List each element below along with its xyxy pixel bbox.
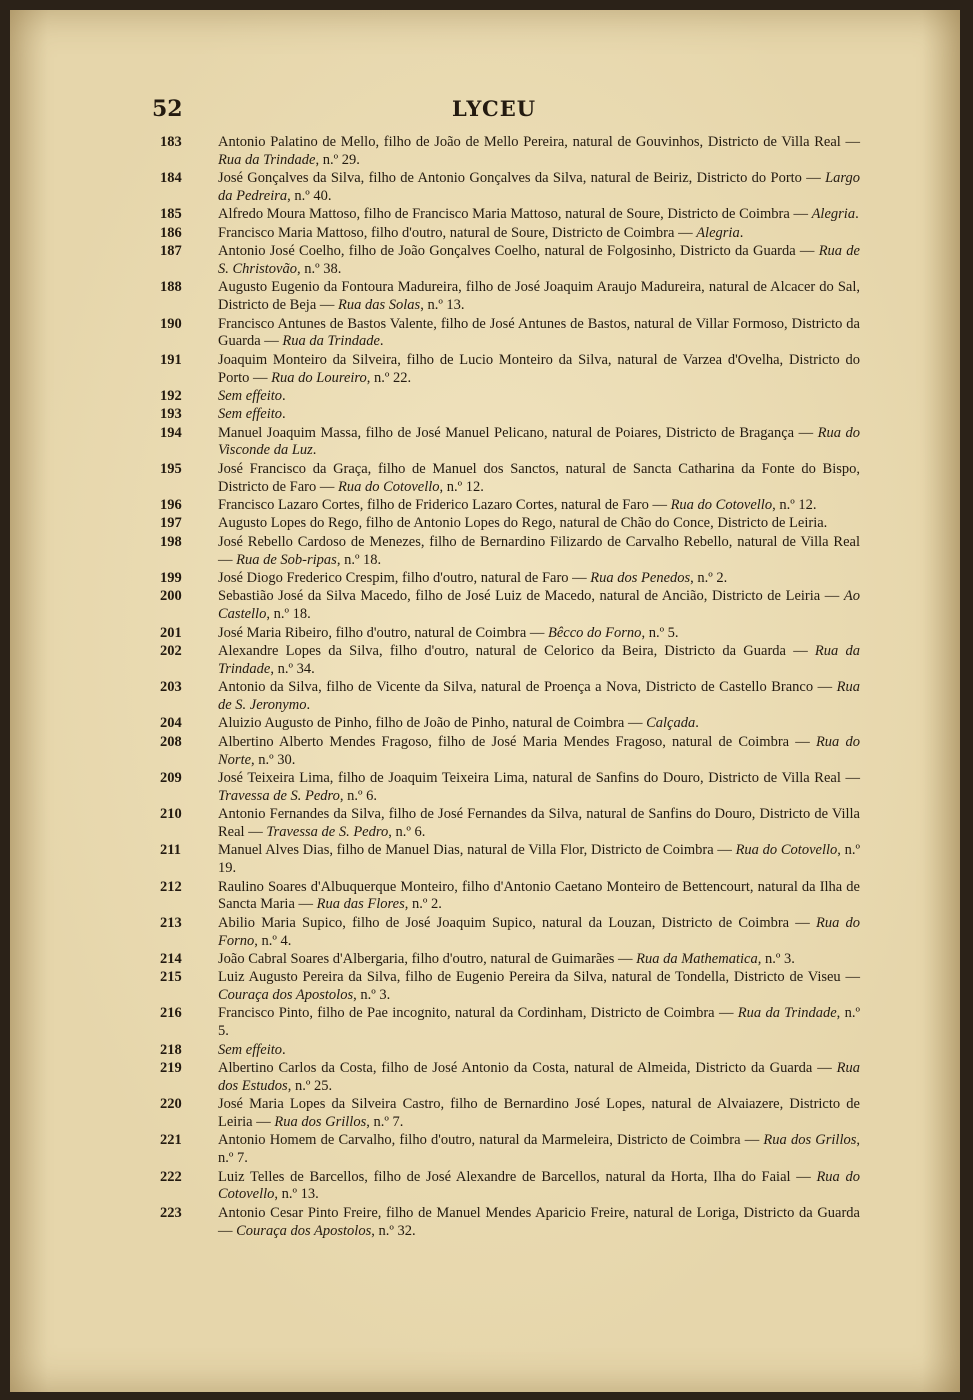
list-item (160, 770, 860, 806)
entry-suffix: , n.º 25. (287, 1077, 333, 1094)
list-item (160, 1042, 860, 1060)
list-item (160, 915, 860, 951)
entry-number: 219 (160, 1060, 182, 1077)
entry-text: José Gonçalves da Silva, filho de Antonio Gonçalves da Silva, natural de Beiriz, Districto do Porto — (218, 170, 826, 187)
list-item (160, 879, 860, 915)
entry-street: Rua da Trindade (218, 643, 860, 677)
entry-suffix: , n.º 32. (371, 1222, 416, 1239)
entry-text: Sebastião José da Silva Macedo, filho de José Luiz de Macedo, natural de Ancião, Districto de Leiria — (218, 588, 844, 605)
entry-number: 209 (160, 769, 182, 786)
list-item (160, 951, 860, 969)
entry-suffix: . (312, 442, 317, 459)
entry-number: 201 (160, 624, 182, 641)
list-item (160, 316, 860, 352)
entry-suffix: , n.º 13. (420, 297, 465, 314)
entry-suffix: , n.º 29. (315, 151, 360, 168)
entry-suffix: , n.º 2. (690, 570, 728, 587)
entry-street: Rua do Cotovello (735, 842, 838, 859)
entry-number: 196 (160, 497, 182, 514)
entry-suffix: , n.º 18. (266, 606, 311, 623)
entry-text: Francisco Lazaro Cortes, filho de Friderico Lazaro Cortes, natural de Faro — (218, 497, 671, 514)
entry-number: 195 (160, 460, 182, 477)
list-item (160, 279, 860, 315)
entry-number: 184 (160, 170, 182, 187)
list-item (160, 1096, 860, 1132)
entry-street: Rua do Cotovello (670, 497, 773, 514)
entry-number: 185 (160, 206, 182, 223)
entry-text: Manuel Joaquim Massa, filho de José Manuel Pelicano, natural de Poiares, Districto de Bragança — (218, 424, 818, 441)
entry-number: 186 (160, 224, 182, 241)
entry-street: Couraça dos Apostolos (218, 987, 354, 1004)
entry-suffix: , n.º 22. (366, 369, 412, 386)
entry-street: Rua do Forno (218, 914, 860, 949)
entry-suffix: , n.º 7. (218, 1132, 861, 1167)
entry-street: Couraça dos Apostolos (236, 1222, 372, 1239)
entry-street: Rua da Trindade (282, 333, 380, 350)
entry-suffix: , n.º 12. (772, 497, 817, 514)
list-item (160, 1005, 860, 1041)
entry-suffix: , n.º 19. (218, 842, 860, 877)
entry-number: 183 (160, 134, 182, 150)
entry-suffix: . (739, 224, 744, 241)
entry-text: Luiz Augusto Pereira da Silva, filho de Eugenio Pereira da Silva, natural de Tondella, Districto de Viseu — (218, 969, 860, 986)
list-item (160, 1132, 860, 1168)
entry-text: Antonio Cesar Pinto Freire, filho de Manuel Mendes Aparicio Freire, natural de Loriga, Districto da Guarda — (218, 1204, 860, 1239)
entry-text: Albertino Alberto Mendes Fragoso, filho de José Maria Mendes Fragoso, natural de Coimbra — (218, 733, 816, 750)
list-item (160, 806, 860, 842)
entry-suffix: , n.º 18. (336, 551, 382, 568)
list-item (160, 842, 860, 878)
entry-text: Francisco Pinto, filho de Pae incognito, natural da Cordinham, Districto de Coimbra — (218, 1005, 738, 1022)
entry-suffix: . (379, 333, 384, 350)
entry-text: José Teixeira Lima, filho de Joaquim Teixeira Lima, natural de Sanfins do Douro, Districto de Villa Real — (218, 769, 860, 786)
entry-text: Antonio Palatino de Mello, filho de João de Mello Pereira, natural de Gouvinhos, Districto de Villa Real — (218, 134, 860, 150)
entry-text: Antonio Fernandes da Silva, filho de José Fernandes da Silva, natural de Sanfins do Douro, Districto de Villa Real — (218, 806, 860, 840)
list-item (160, 352, 860, 388)
entry-number: 187 (160, 243, 182, 260)
student-list (160, 134, 860, 1241)
entry-text: Augusto Eugenio da Fontoura Madureira, filho de José Joaquim Araujo Madureira, natural de Alcacer do Sal, Districto de Beja — (218, 279, 860, 314)
entry-suffix: . (282, 406, 286, 423)
entry-street: Bêcco do Forno (548, 624, 642, 641)
list-item (160, 515, 860, 533)
entry-suffix: . (855, 206, 859, 223)
entry-text: Antonio Homem de Carvalho, filho d'outro, natural da Marmeleira, Districto de Coimbra — (218, 1132, 764, 1149)
entry-suffix: , n.º 6. (388, 823, 426, 840)
entry-street: Rua de S. Jeronymo (218, 679, 860, 713)
book-page (10, 10, 960, 1392)
entry-number: 220 (160, 1096, 182, 1113)
entry-text: Francisco Antunes de Bastos Valente, filho de José Antunes de Bastos, natural de Villar Formoso, Districto da Guarda — (218, 315, 860, 350)
entry-text: José Diogo Frederico Crespim, filho d'outro, natural de Faro — (218, 570, 591, 587)
entry-street: Calçada (646, 715, 696, 732)
list-item (160, 1060, 860, 1096)
entry-street: Rua dos Penedos (590, 570, 691, 587)
entry-street: Rua do Norte (218, 733, 860, 768)
entry-street: Rua das Flores (316, 896, 405, 913)
list-item (160, 969, 860, 1005)
entry-suffix: , n.º 5. (218, 1005, 860, 1040)
entry-number: 213 (160, 914, 182, 931)
list-item (160, 134, 860, 170)
entry-text: Raulino Soares d'Albuquerque Monteiro, filho d'Antonio Caetano Monteiro de Bettencourt, natural da Ilha de Sancta Maria — (218, 878, 860, 913)
entry-text: José Maria Ribeiro, filho d'outro, natural de Coimbra — (218, 624, 549, 641)
list-item (160, 406, 860, 424)
entry-number: 208 (160, 733, 182, 750)
entry-street: Sem effeito (218, 1041, 283, 1058)
entry-suffix: , n.º 3. (757, 950, 795, 967)
list-item (160, 461, 860, 497)
entry-text: Antonio José Coelho, filho de João Gonçalves Coelho, natural de Folgosinho, Districto da Guarda — (218, 243, 819, 260)
entry-text: Abilio Maria Supico, filho de José Joaquim Supico, natural da Louzan, Districto de Coimbra — (218, 914, 816, 931)
entry-street: Rua do Visconde da Luz (218, 424, 860, 459)
list-item (160, 643, 860, 679)
entry-street: Rua dos Grillos (763, 1132, 857, 1149)
entry-street: Rua do Cotovello (218, 1168, 861, 1203)
entry-number: 191 (160, 351, 182, 368)
entry-suffix: . (695, 715, 699, 732)
entry-number: 216 (160, 1005, 182, 1022)
entry-street: Largo da Pedreira (218, 170, 860, 204)
entry-number: 214 (160, 950, 182, 967)
entry-number: 188 (160, 279, 182, 296)
entry-number: 198 (160, 533, 182, 550)
entry-street: Sem effeito (218, 406, 283, 423)
entry-number: 221 (160, 1132, 182, 1149)
list-item (160, 534, 860, 570)
entry-text: Luiz Telles de Barcellos, filho de José Alexandre de Barcellos, natural da Horta, Ilha do Faial — (218, 1168, 817, 1185)
entry-number: 193 (160, 406, 182, 423)
entry-street: Alegria (696, 224, 740, 241)
entry-text: José Francisco da Graça, filho de Manuel dos Sanctos, natural de Sancta Catharina da Fonte do Bispo, Districto de Faro — (218, 460, 860, 495)
entry-number: 211 (160, 842, 181, 859)
entry-suffix: , n.º 6. (339, 787, 378, 804)
entry-street: Rua do Cotovello (338, 478, 440, 495)
list-item (160, 425, 860, 461)
entry-street: Rua de Sob-ripas (236, 551, 337, 568)
entry-suffix: . (282, 1041, 286, 1058)
list-item (160, 206, 860, 224)
list-item (160, 588, 860, 624)
list-item (160, 170, 860, 206)
entry-text: Alexandre Lopes da Silva, filho d'outro, natural de Celorico da Beira, Districto da Guarda — (218, 643, 815, 659)
page-number: 52 (152, 96, 183, 122)
entry-suffix: , n.º 34. (270, 660, 315, 677)
entry-number: 215 (160, 969, 182, 986)
entry-text: Alfredo Moura Mattoso, filho de Francisco Maria Mattoso, natural de Soure, Districto de Coimbra — (218, 206, 812, 223)
running-title: LYCEU (452, 96, 537, 121)
entry-text: Aluizio Augusto de Pinho, filho de João de Pinho, natural de Coimbra — (218, 715, 647, 732)
entry-text: Manuel Alves Dias, filho de Manuel Dias, natural de Villa Flor, Districto de Coimbra — (218, 842, 736, 859)
list-item (160, 497, 860, 515)
entry-number: 212 (160, 878, 182, 895)
entry-number: 210 (160, 806, 182, 823)
entry-street: Rua da Trindade (737, 1005, 837, 1022)
entry-text: Francisco Maria Mattoso, filho d'outro, natural de Soure, Districto de Coimbra — (218, 224, 697, 241)
entry-street: Rua dos Grillos (274, 1114, 367, 1131)
entry-street: Rua das Solas (338, 297, 421, 314)
entry-number: 199 (160, 570, 182, 587)
entry-number: 202 (160, 643, 182, 659)
entry-suffix: , n.º 38. (296, 260, 342, 277)
entry-suffix: , n.º 30. (251, 751, 296, 768)
list-item (160, 679, 860, 715)
page-header (152, 96, 872, 126)
entry-suffix: , n.º 40. (287, 187, 332, 204)
entry-suffix: , n.º 12. (439, 478, 484, 495)
entry-street: Travessa de S. Pedro (218, 787, 340, 804)
list-item (160, 1169, 860, 1205)
entry-text: José Maria Lopes da Silveira Castro, filho de Bernardino José Lopes, natural de Alvaiazere, Districto de Leiria — (218, 1096, 860, 1131)
entry-street: Rua da Trindade (218, 151, 316, 168)
entry-text: Joaquim Monteiro da Silveira, filho de Lucio Monteiro da Silva, natural de Varzea d'Ovelha, Districto do Porto — (218, 351, 860, 386)
entry-text: Antonio da Silva, filho de Vicente da Silva, natural de Proença a Nova, Districto de Castello Branco — (218, 679, 837, 696)
entry-street: Sem effeito (218, 387, 283, 404)
entry-suffix: , n.º 5. (641, 624, 679, 641)
list-item (160, 625, 860, 643)
entry-suffix: , n.º 4. (254, 932, 292, 949)
entry-street: Ao Castello (218, 588, 860, 623)
entry-street: Rua dos Estudos (218, 1060, 860, 1094)
entry-suffix: , n.º 7. (366, 1114, 404, 1131)
list-item (160, 715, 860, 733)
entry-suffix: . (282, 387, 286, 404)
entry-street: Rua do Loureiro (271, 369, 367, 386)
entry-text: Albertino Carlos da Costa, filho de José Antonio da Costa, natural de Almeida, Districto da Guarda — (218, 1060, 837, 1077)
entry-street: Travessa de S. Pedro (266, 823, 389, 840)
entry-street: Alegria (811, 206, 856, 223)
entry-suffix: , n.º 13. (274, 1186, 319, 1203)
entry-number: 192 (160, 387, 182, 404)
entry-text: José Rebello Cardoso de Menezes, filho de Bernardino Filizardo de Carvalho Rebello, natural de Villa Real — (218, 533, 860, 568)
list-item (160, 570, 860, 588)
entry-number: 203 (160, 679, 182, 696)
entry-number: 194 (160, 424, 182, 441)
entry-number: 204 (160, 715, 182, 732)
entry-number: 223 (160, 1204, 182, 1221)
entry-street: Rua de S. Christovão (218, 243, 860, 277)
list-item (160, 734, 860, 770)
list-item (160, 388, 860, 406)
list-item (160, 225, 860, 243)
entry-number: 190 (160, 315, 182, 332)
list-item (160, 243, 860, 279)
entry-suffix: , n.º 2. (404, 896, 442, 913)
entry-street: Rua da Mathematica (636, 950, 758, 967)
entry-text: João Cabral Soares d'Albergaria, filho d'outro, natural de Guimarães — (218, 950, 637, 967)
entry-number: 200 (160, 588, 182, 605)
entry-number: 222 (160, 1168, 182, 1185)
entry-suffix: . (306, 696, 311, 713)
entry-suffix: , n.º 3. (353, 987, 391, 1004)
entry-number: 197 (160, 515, 182, 532)
entry-text: Augusto Lopes do Rego, filho de Antonio Lopes do Rego, natural de Chão do Conce, Districto de Leiria. (218, 515, 828, 532)
list-item (160, 1205, 860, 1241)
entry-number: 218 (160, 1041, 182, 1058)
